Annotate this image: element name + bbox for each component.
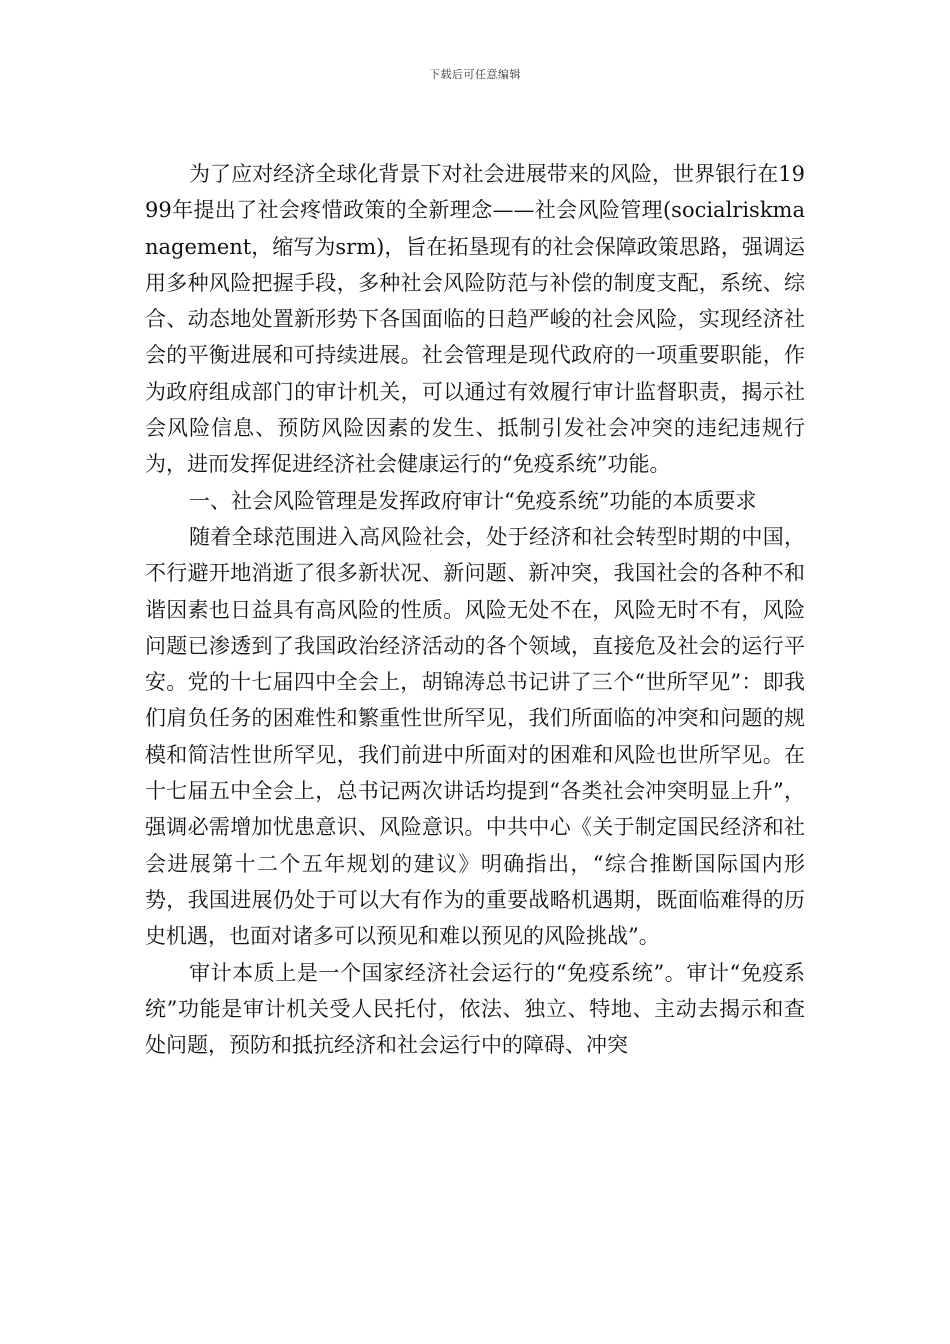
paragraph-audit-immune-system: 审计本质上是一个国家经济社会运行的“免疫系统”。审计“免疫系统”功能是审计机关受人民托付，依法、独立、特地、主动去揭示和查处问题，预防和抵抗经济和社会运行中的障碍、冲突 bbox=[145, 960, 805, 1058]
paragraph-risk-society: 随着全球范围进入高风险社会，处于经济和社会转型时期的中国，不行避开地消逝了很多新状况、新问题、新冲突，我国社会的各种不和谐因素也日益具有高风险的性质。风险无处不在，风险无时不有，风险问题已渗透到了我国政治经济活动的各个领域，直接危及社会的运行平安。党的十七届四中全会上，胡锦涛总书记讲了三个“世所罕见”：即我们肩负任务的困难性和繁重性世所罕见，我们所面临的冲突和问题的规模和简洁性世所罕见，我们前进中所面对的困难和风险也世所罕见。在十七届五中全会上，总书记两次讲话均提到“各类社会冲突明显上升”，强调必需增加忧患意识、风险意识。中共中心《关于制定国民经济和社会进展第十二个五年规划的建议》明确指出，“综合推断国际国内形势，我国进展仍处于可以大有作为的重要战略机遇期，既面临难得的历史机遇，也面对诸多可以预见和难以预见的风险挑战”。 bbox=[145, 524, 805, 949]
header-note: 下载后可任意编辑 bbox=[429, 68, 521, 81]
section-heading: 一、社会风险管理是发挥政府审计“免疫系统”功能的本质要求 bbox=[189, 488, 757, 513]
paragraph-intro: 为了应对经济全球化背景下对社会进展带来的风险，世界银行在1999年提出了社会疼惜政策的全新理念——社会风险管理(socialriskmanagement，缩写为srm)，旨在拓垦现有的社会保障政策思路，强调运用多种风险把握手段，多种社会风险防范与补偿的制度支配，系统、综合、动态地处置新形势下各国面临的日趋严峻的社会风险，实现经济社会的平衡进展和可持续进展。社会管理是现代政府的一项重要职能，作为政府组成部门的审计机关，可以通过有效履行审计监督职责，揭示社会风险信息、预防风险因素的发生、抵制引发社会冲突的违纪违规行为，进而发挥促进经济社会健康运行的“免疫系统”功能。 bbox=[145, 162, 805, 477]
document-body bbox=[145, 156, 805, 1063]
